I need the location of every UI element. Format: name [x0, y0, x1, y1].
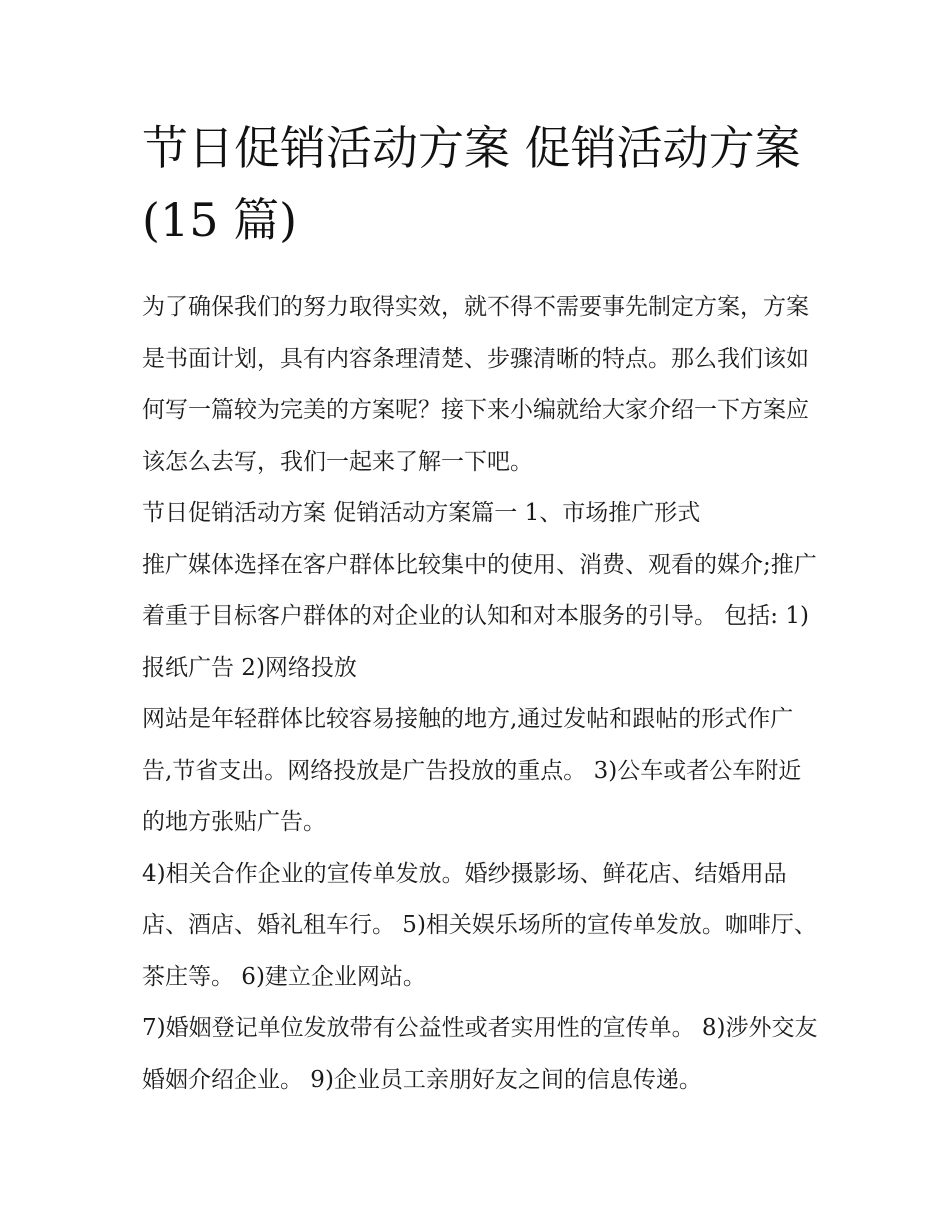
document-body — [142, 282, 822, 1106]
document-title: 节日促销活动方案 促销活动方案(15 篇) — [142, 121, 801, 247]
paragraph-partners: 4)相关合作企业的宣传单发放。婚纱摄影场、鲜花店、结婚用品店、酒店、婚礼租车行。 5)相关娱乐场所的宣传单发放。咖啡厅、茶庄等。 6)建立企业网站。 — [142, 860, 817, 990]
paragraph-intro: 为了确保我们的努力取得实效，就不得不需要事先制定方案，方案是书面计划，具有内容条理清楚、步骤清晰的特点。那么我们该如何写一篇较为完美的方案呢？接下来小编就给大家介绍一下方案应该怎么去写，我们一起来了解一下吧。 — [142, 294, 809, 475]
paragraph-media-selection: 推广媒体选择在客户群体比较集中的使用、消费、观看的媒介;推广着重于目标客户群体的对企业的认知和对本服务的引导。 包括: 1)报纸广告 2)网络投放 — [142, 551, 817, 681]
paragraph-website: 网站是年轻群体比较容易接触的地方,通过发帖和跟帖的形式作广告,节省支出。网络投放是广告投放的重点。 3)公车或者公车附近的地方张贴广告。 — [142, 706, 802, 835]
paragraph-registry: 7)婚姻登记单位发放带有公益性或者实用性的宣传单。 8)涉外交友婚姻介绍企业。 9)企业员工亲朋好友之间的信息传递。 — [142, 1015, 818, 1093]
paragraph-section-heading: 节日促销活动方案 促销活动方案篇一 1、市场推广形式 — [142, 500, 701, 526]
document-content — [142, 112, 822, 1106]
